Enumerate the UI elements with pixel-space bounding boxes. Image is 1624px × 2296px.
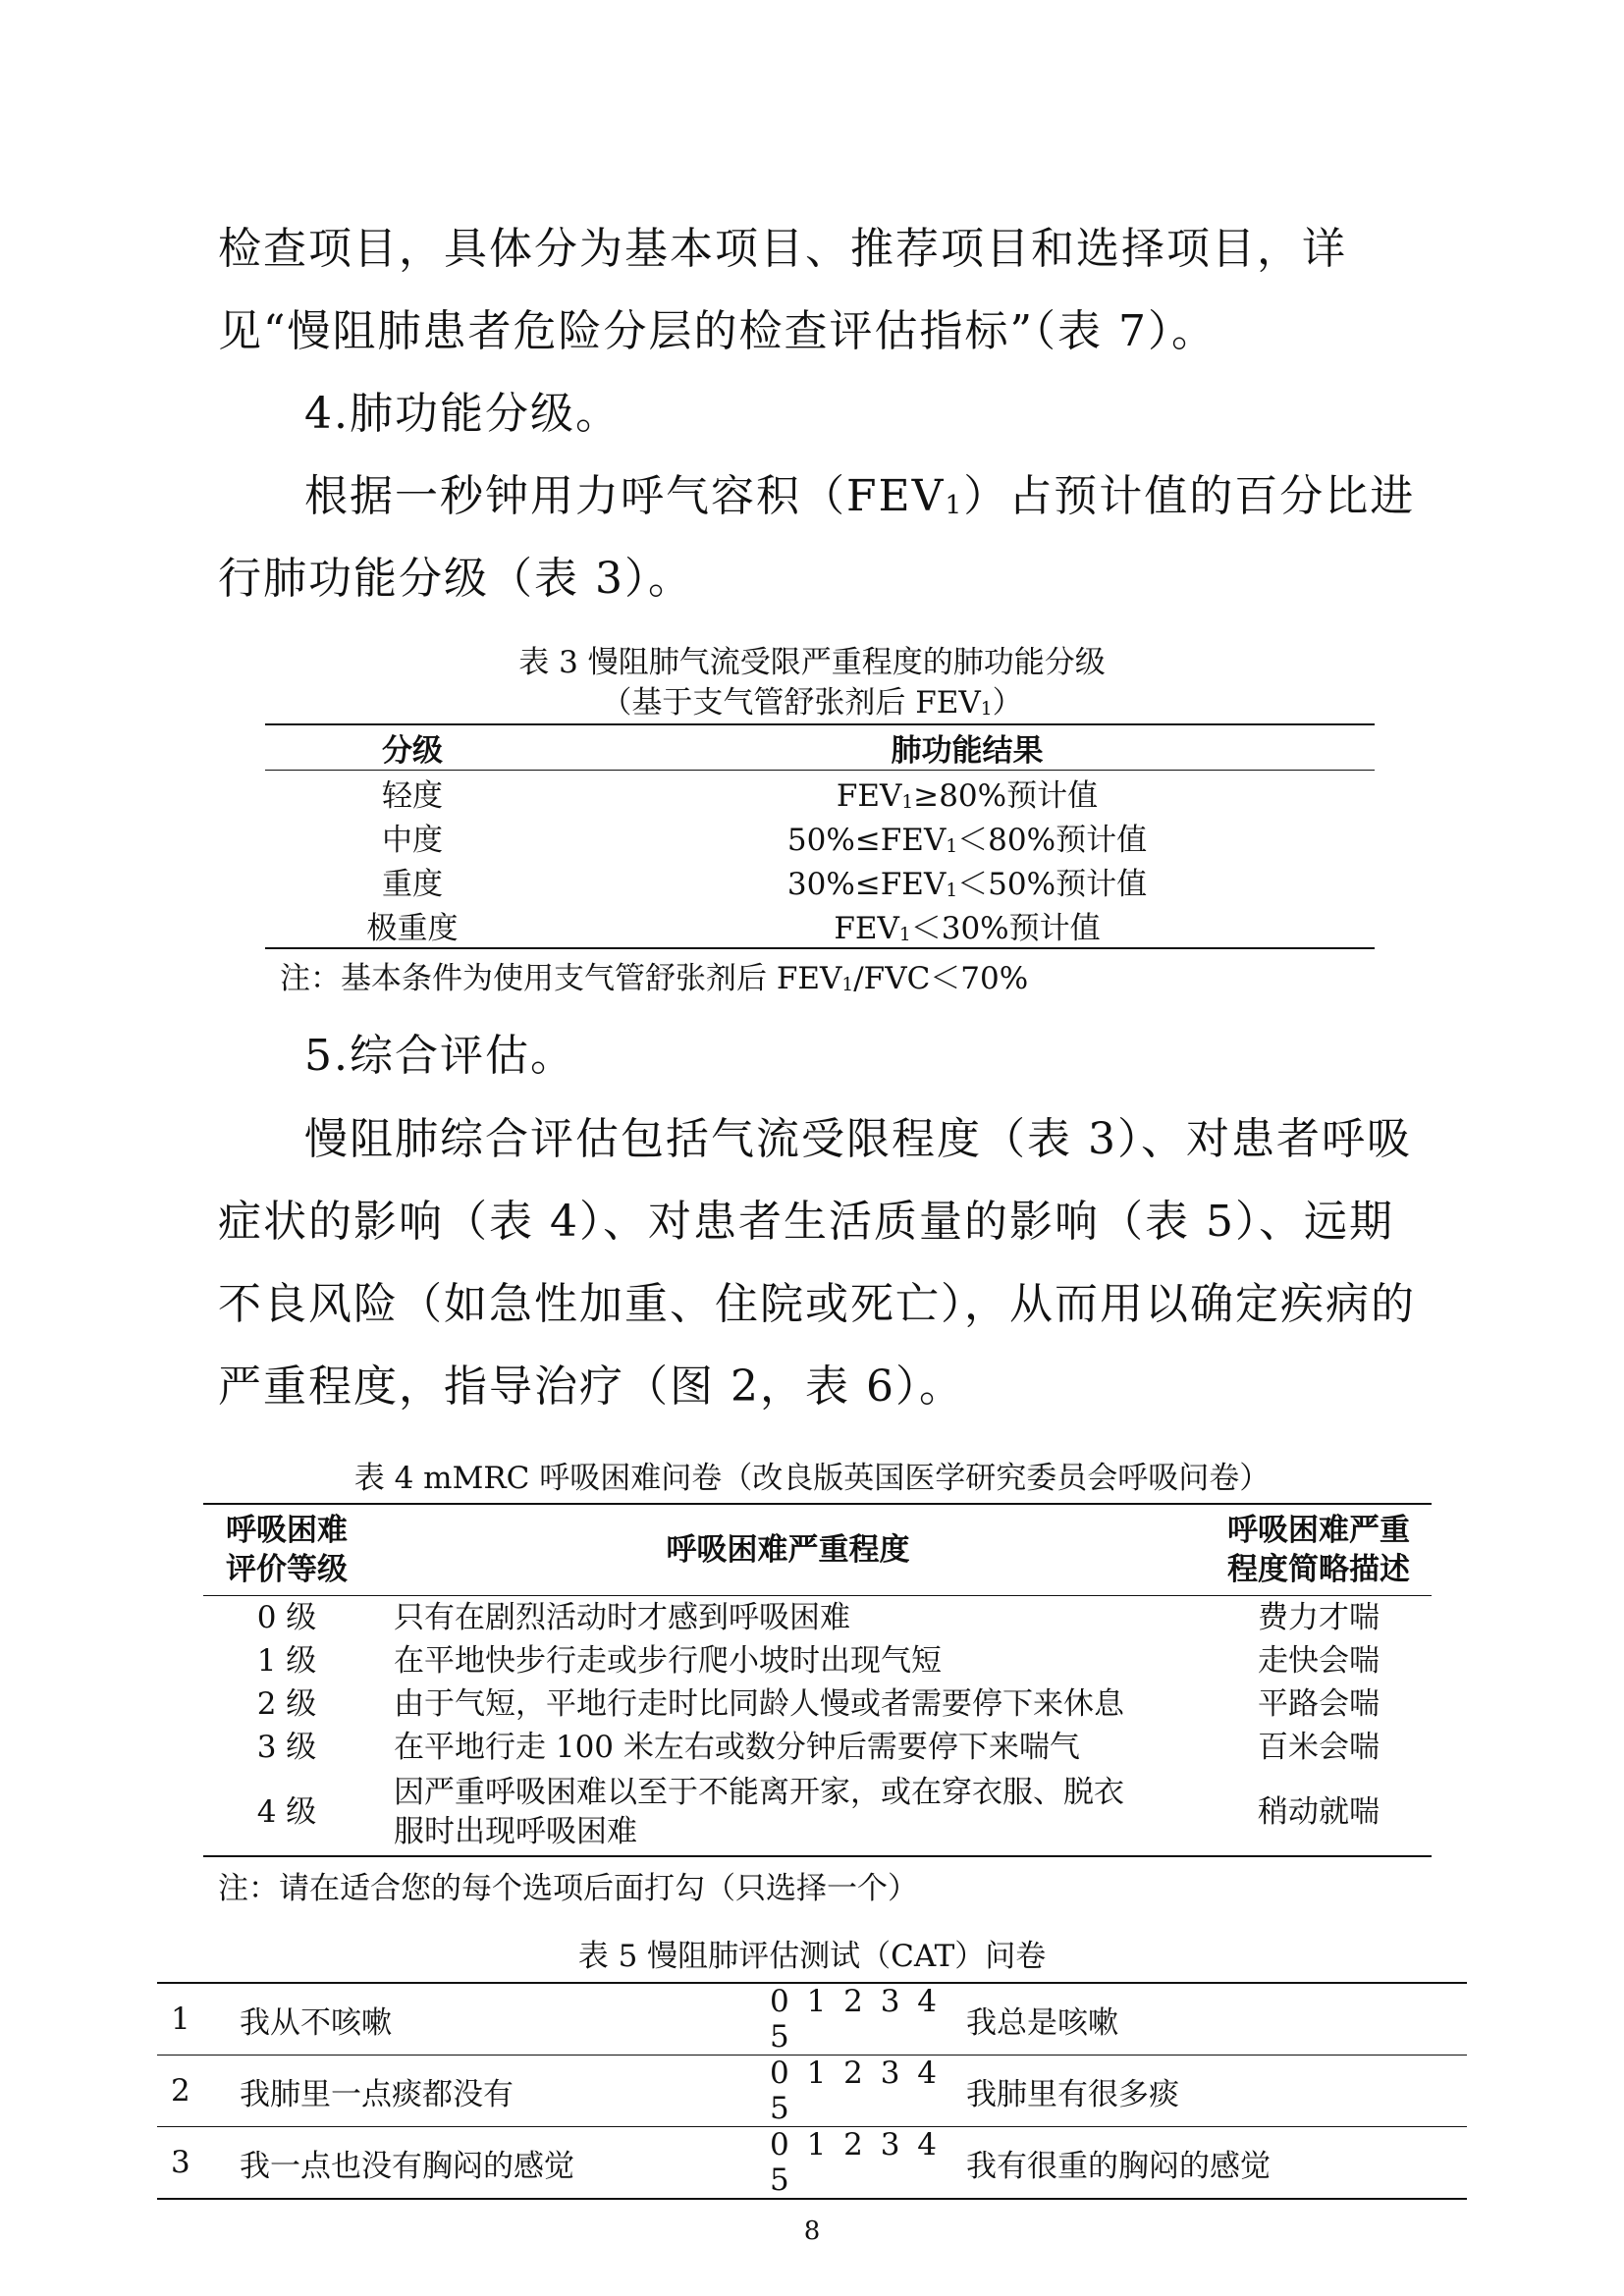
table3-result-cell: FEV1≥80%预计值: [836, 778, 1099, 814]
table5-left-cell: 我从不咳嗽: [230, 1983, 770, 2056]
table-row: [157, 1983, 1467, 2056]
table3-grade-cell: 中度: [382, 823, 443, 858]
table-row: [203, 1596, 1432, 1640]
page-number: 8: [803, 2216, 821, 2246]
table4-note: 注：请在适合您的每个选项后面打勾（只选择一个）: [218, 1871, 918, 1906]
table4-short-cell: 百米会喘: [1258, 1730, 1380, 1765]
table4-header-degree: 呼吸困难严重程度: [370, 1504, 1206, 1596]
table-row: [203, 1769, 1432, 1856]
table4-grade-cell: 2 级: [256, 1686, 317, 1722]
paragraph-check-items: 检查项目，具体分为基本项目、推荐项目和选择项目，详见“慢阻肺患者危险分层的检查评估指标”（表 7）。: [218, 224, 1347, 356]
table-row: [203, 1682, 1432, 1726]
table3-caption: 表 3 慢阻肺气流受限严重程度的肺功能分级: [518, 645, 1106, 680]
table4-desc-cell: 在平地快步行走或步行爬小坡时出现气短: [394, 1643, 942, 1679]
table5-cat-questionnaire: [157, 1982, 1467, 2200]
table-row: [203, 1639, 1432, 1682]
table5-scale-cell: 0 1 2 3 4 5: [770, 1983, 966, 2056]
table4-header-short: 呼吸困难严重 程度简略描述: [1206, 1504, 1432, 1596]
table4-desc-cell: 在平地行走 100 米左右或数分钟后需要停下来喘气: [394, 1730, 1080, 1765]
table3-caption-sub: （基于支气管舒张剂后 FEV1）: [601, 685, 1023, 721]
table3-result-cell: FEV1＜30%预计值: [834, 911, 1101, 946]
table4-desc-cell: 由于气短，平地行走时比同龄人慢或者需要停下来休息: [394, 1686, 1124, 1722]
table-row: [203, 1726, 1432, 1769]
table3-lung-function-grading: [265, 723, 1375, 949]
table5-left-cell: 我一点也没有胸闷的感觉: [240, 2148, 574, 2184]
table4-mmrc-questionnaire: [203, 1503, 1432, 1857]
table-row: [157, 2127, 1467, 2200]
paragraph-fev1-grading: 根据一秒钟用力呼气容积（FEV1）占预计值的百分比进行肺功能分级（表 3）。: [218, 471, 1416, 604]
table-row: [265, 815, 1375, 859]
table5-right-cell: 我肺里有很多痰: [966, 2056, 1467, 2127]
paragraph-comprehensive-assessment: 慢阻肺综合评估包括气流受限程度（表 3）、对患者呼吸症状的影响（表 4）、对患者生活质量的影响（表 5）、远期不良风险（如急性加重、住院或死亡），从而用以确定疾病的严重程度，指导治疗（图 2，表 6）。: [218, 1114, 1416, 1412]
table5-left-cell: 我肺里一点痰都没有: [230, 2056, 770, 2127]
table-row: [265, 903, 1375, 948]
table4-short-cell: 稍动就喘: [1258, 1794, 1380, 1830]
table3-grade-cell: 重度: [382, 867, 443, 902]
table4-caption: 表 4 mMRC 呼吸困难问卷（改良版英国医学研究委员会呼吸问卷）: [353, 1461, 1271, 1496]
table4-grade-cell: 1 级: [256, 1643, 317, 1679]
table4-desc-cell: 因严重呼吸困难以至于不能离开家，或在穿衣服、脱衣 服时出现呼吸困难: [394, 1775, 1124, 1849]
table5-right-cell: 我总是咳嗽: [966, 1983, 1467, 2056]
table5-right-cell: 我有很重的胸闷的感觉: [966, 2148, 1271, 2184]
table3-note: 注：基本条件为使用支气管舒张剂后 FEV1/FVC＜70%: [280, 961, 1029, 996]
table5-num-cell: 2: [157, 2056, 230, 2127]
table5-num-cell: 3: [171, 2145, 190, 2180]
table5-scale-cell: 0 1 2 3 4 5: [770, 2056, 966, 2127]
table4-grade-cell: 0 级: [256, 1600, 317, 1635]
table5-scale-cell: 0 1 2 3 4 5: [770, 2127, 942, 2198]
table4-short-cell: 费力才喘: [1258, 1600, 1380, 1635]
table3-result-cell: 30%≤FEV1＜50%预计值: [786, 867, 1148, 902]
table-row: [265, 859, 1375, 903]
table4-grade-cell: 4 级: [256, 1794, 317, 1830]
table4-grade-cell: 3 级: [256, 1730, 317, 1765]
table3-result-cell: 50%≤FEV1＜80%预计值: [786, 823, 1148, 858]
table4-desc-cell: 只有在剧烈活动时才感到呼吸困难: [394, 1600, 850, 1635]
table-row: [157, 2056, 1467, 2127]
table4-short-cell: 平路会喘: [1258, 1686, 1380, 1722]
table5-caption: 表 5 慢阻肺评估测试（CAT）问卷: [577, 1939, 1047, 1974]
table3-grade-cell: 轻度: [382, 778, 443, 814]
table5-num-cell: 1: [157, 1983, 230, 2056]
table3-header-result: 肺功能结果: [560, 724, 1375, 771]
heading-lung-function-grading: 4.肺功能分级。: [304, 389, 621, 439]
table4-header-grade: 呼吸困难 评价等级: [203, 1504, 370, 1596]
heading-comprehensive-assessment: 5.综合评估。: [304, 1031, 575, 1081]
table4-short-cell: 走快会喘: [1258, 1643, 1380, 1679]
table-row: [265, 771, 1375, 816]
table3-header-grade: 分级: [265, 724, 560, 771]
table3-grade-cell: 极重度: [366, 911, 459, 946]
